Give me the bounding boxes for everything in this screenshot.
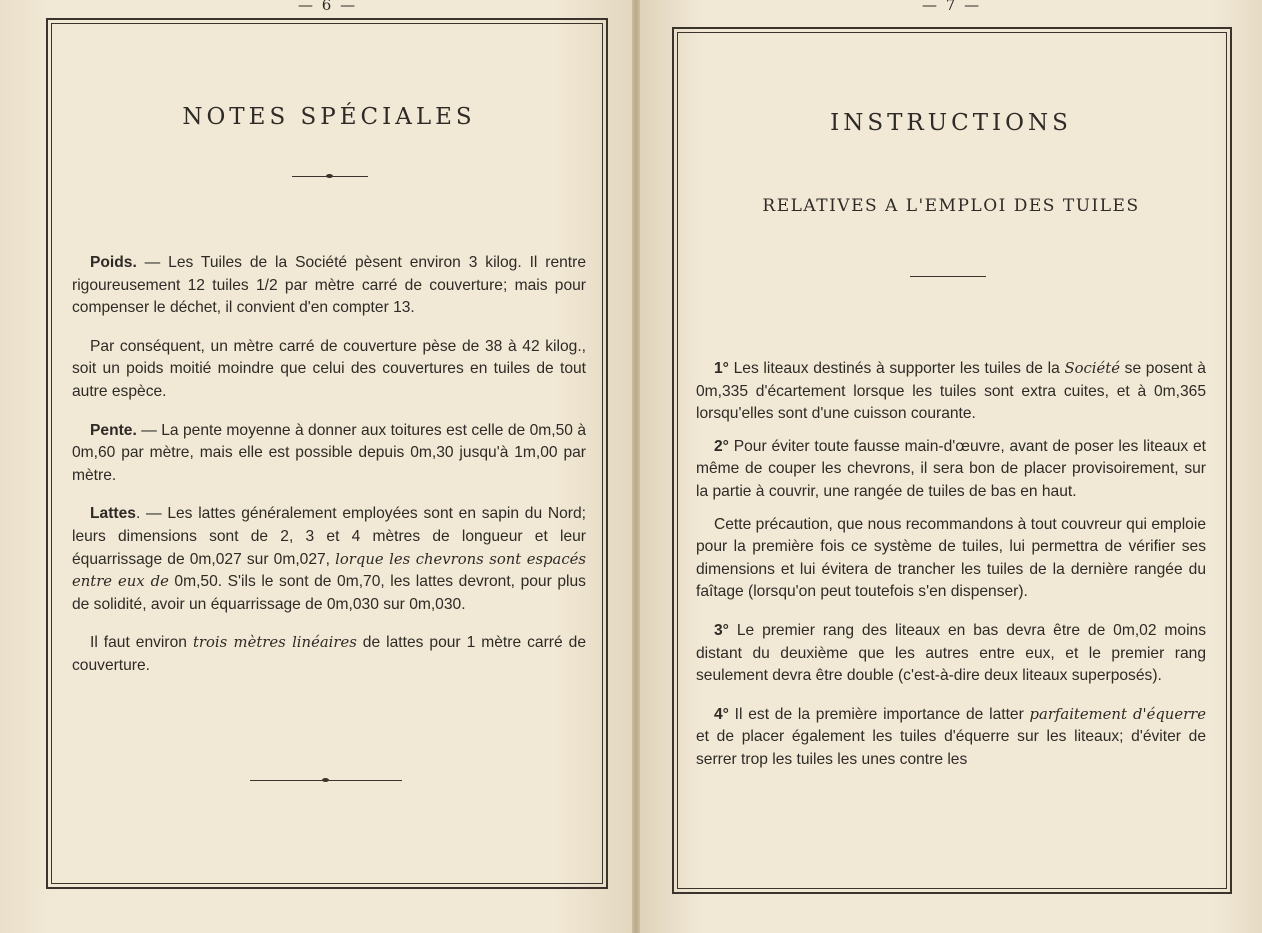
text-poids: — Les Tuiles de la Société pèsent environ 3 kilog. Il rentre rigoureusement 12 tuiles 1/2 par mètre carré de couverture; mais pour compenser le déchet, il convient d'en compter 13.	[72, 254, 586, 317]
page-number-left: — 6 —	[298, 0, 358, 14]
instruction-2	[696, 436, 1206, 504]
page-number-right: — 7 —	[922, 0, 982, 14]
instruction-number-2: 2°	[714, 437, 729, 455]
text-consequent: Par conséquent, un mètre carré de couverture pèse de 38 à 42 kilog., soit un poids moitié moindre que celui des couvertures en tuiles de tout autre espèce.	[72, 337, 586, 400]
left-body-text	[72, 252, 586, 688]
lead-lattes: Lattes	[90, 505, 136, 523]
instruction-4-text-a: Il est de la première importance de latter	[728, 705, 1030, 723]
instruction-number-3: 3°	[714, 621, 729, 639]
right-page	[640, 0, 1262, 933]
paragraph-environ	[72, 632, 586, 677]
instruction-1-italic: Société	[1064, 360, 1120, 377]
lead-pente: Pente.	[90, 421, 137, 439]
paragraph-pente	[72, 420, 586, 488]
instruction-4-italic: parfaitement d'équerre	[1029, 705, 1206, 723]
instruction-1-text-a: Les liteaux destinés à supporter les tuiles de la	[728, 360, 1065, 377]
paragraph-lattes	[72, 503, 586, 616]
instruction-number-1: 1°	[714, 360, 729, 377]
text-environ-a: Il faut environ	[90, 634, 193, 652]
text-lattes-italic: lorque les chevrons sont espacés entre eux de	[72, 550, 586, 591]
text-environ-b: de lattes pour 1 mètre carré de couverture.	[72, 634, 586, 674]
lead-poids: Poids.	[90, 254, 137, 271]
page-title-notes: NOTES SPÉCIALES	[182, 104, 476, 130]
paragraph-poids	[72, 252, 586, 320]
ornament-divider-top	[292, 176, 368, 177]
text-environ-italic: trois mètres linéaires	[192, 634, 357, 652]
text-pente: — La pente moyenne à donner aux toitures est celle de 0m,50 à 0m,60 par mètre, mais elle est possible depuis 0m,30 jusqu'à 1m,00 par mètre.	[72, 421, 586, 484]
text-lattes-b: 0m,50. S'ils le sont de 0m,70, les lattes devront, pour plus de solidité, avoir un équarrissage de 0m,030 sur 0m,030.	[72, 573, 586, 613]
instruction-2-text: Pour éviter toute fausse main-d'œuvre, avant de poser les liteaux et même de couper les chevrons, il sera bon de placer provisoirement, sur la partie à couvrir, une rangée de tuiles de bas en haut.	[696, 437, 1206, 500]
instruction-number-4: 4°	[714, 705, 729, 723]
right-body-text	[696, 358, 1206, 782]
instruction-3	[696, 620, 1206, 688]
instruction-1-text-b: se posent à 0m,335 d'écartement lorsque les tuiles sont extra cuites, et à 0m,365 lorsqu'elles sont d'une cuisson courante.	[696, 360, 1206, 423]
page-title-instructions: INSTRUCTIONS	[830, 110, 1072, 136]
instruction-3-text: Le premier rang des liteaux en bas devra être de 0m,02 moins distant du deuxième que les autres entre eux, et le premier rang seulement devra être double (c'est-à-dire deux liteaux superposés).	[696, 621, 1206, 685]
instruction-2-continued-text: Cette précaution, que nous recommandons à tout couvreur qui emploie pour la première fois ce système de tuiles, lui permettra de vérifier ses dimensions et lui évitera de trancher les tuiles de la dernière rangée du faîtage (lorsqu'on peut toutefois s'en dispenser).	[696, 515, 1206, 601]
instruction-2-continued	[696, 514, 1206, 604]
instruction-1	[696, 358, 1206, 426]
paragraph-consequent	[72, 336, 586, 404]
text-lattes-a: . — Les lattes généralement employées sont en sapin du Nord; leurs dimensions sont de 2, 3 et 4 mètres de longueur et leur équarrissage de 0m,027 sur 0m,027,	[72, 505, 586, 568]
instruction-4	[696, 704, 1206, 772]
divider-line	[910, 276, 986, 277]
page-subtitle: RELATIVES A L'EMPLOI DES TUILES	[762, 196, 1140, 216]
instruction-4-text-b: et de placer également les tuiles d'équerre sur les liteaux; d'éviter de serrer trop les tuiles les unes contre les	[696, 728, 1206, 768]
ornament-divider-bottom	[250, 780, 402, 781]
book-gutter	[632, 0, 640, 933]
